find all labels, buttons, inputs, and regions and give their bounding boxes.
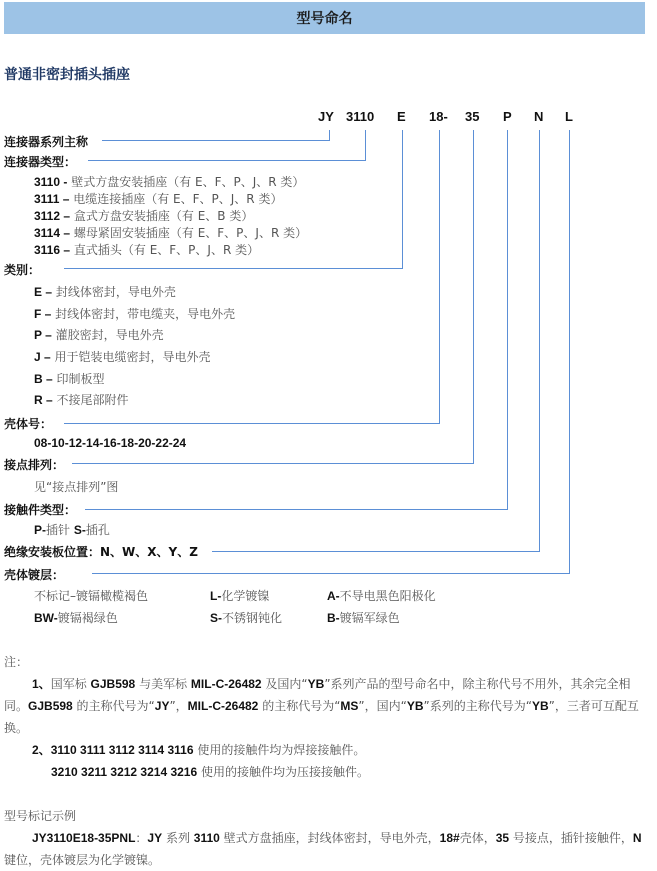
plating-item: S-不锈钢钝化	[210, 611, 283, 625]
shell-size-values: 08-10-12-14-16-18-20-22-24	[34, 436, 187, 450]
connector-line-insert-h	[212, 551, 540, 552]
label-insert-position: 绝缘安装板位置：N、W、X、Y、Z	[4, 545, 198, 559]
notes-label: 注：	[4, 655, 29, 669]
code-category: E	[397, 109, 406, 124]
plating-item: A-不导电黑色阳极化	[327, 589, 436, 603]
connector-line-arrangement-h	[72, 463, 474, 464]
code-plating: L	[565, 109, 573, 124]
contact-type-items: P-插针 S-插孔	[34, 523, 110, 537]
label-series: 连接器系列主称	[4, 135, 89, 149]
category-item: P – 灌胶密封，导电外壳	[34, 328, 164, 342]
connector-line-insert-v	[539, 130, 540, 552]
note-2-cont: 3210 3211 3212 3214 3216 使用的接触件均为压接接触件。	[51, 765, 369, 779]
label-plating: 壳体镀层：	[4, 568, 65, 582]
label-contact-type: 接触件类型：	[4, 503, 77, 517]
example-text: JY3110E18-35PNL：JY 系列 3110 壁式方盘插座，封线体密封，导电外壳，18#壳体，35 号接点，插针接触件，N键位，壳体镀层为化学镀镍。	[4, 831, 642, 867]
category-item: F – 封线体密封，带电缆夹，导电外壳	[34, 307, 236, 321]
note-1: 1、国军标 GJB598 与美军标 MIL-C-26482 及国内“YB”系列产品的型号命名中，除主称代号不用外，其余完全相同。GJB598 的主称代号为“JY”，MIL-C-26482 的主称代号为“MS”，国内“YB”系列的主称代号为“YB”，三者可互配互换。	[4, 677, 639, 735]
type-item: 3114 – 螺母紧固安装插座（有 E、F、P、J、R 类）	[34, 226, 308, 240]
connector-line-category-h	[64, 268, 403, 269]
label-shell-size: 壳体号：	[4, 417, 53, 431]
code-type: 3110	[346, 109, 375, 124]
code-shell-size: 18-	[429, 109, 448, 124]
connector-line-type-h	[88, 160, 366, 161]
connector-line-series-h	[102, 140, 330, 141]
section-subtitle: 普通非密封插头插座	[4, 67, 130, 83]
code-series: JY	[318, 109, 334, 124]
type-item: 3111 – 电缆连接插座（有 E、F、P、J、R 类）	[34, 192, 283, 206]
category-item: R – 不接尾部附件	[34, 393, 129, 407]
connector-line-arrangement-v	[473, 130, 474, 464]
connector-line-plating-h	[92, 573, 570, 574]
banner-title: 型号命名	[296, 11, 353, 27]
connector-line-shell-v	[439, 130, 440, 424]
connector-line-shell-h	[64, 423, 440, 424]
plating-item: L-化学镀镍	[210, 589, 270, 603]
plating-item: 不标记–镀镉橄榄褐色	[34, 589, 149, 603]
plating-item: BW-镀镉褐绿色	[34, 611, 118, 625]
category-item: E – 封线体密封，导电外壳	[34, 285, 176, 299]
type-item: 3112 – 盒式方盘安装插座（有 E、B 类）	[34, 209, 254, 223]
label-category: 类别：	[4, 263, 41, 277]
code-contact-type: P	[503, 109, 512, 124]
contact-arrangement-ref: 见“接点排列”图	[34, 480, 119, 494]
page-banner	[4, 2, 645, 34]
category-item: J – 用于铠装电缆密封，导电外壳	[34, 350, 211, 364]
example-label: 型号标记示例	[4, 809, 77, 823]
type-item: 3110 - 壁式方盘安装插座（有 E、F、P、J、R 类）	[34, 175, 305, 189]
connector-line-contact-type-h	[85, 509, 508, 510]
connector-line-type-v	[365, 130, 366, 161]
connector-line-contact-type-v	[507, 130, 508, 510]
plating-item: B-镀镉军绿色	[327, 611, 400, 625]
label-contact-arrangement: 接点排列：	[4, 458, 65, 472]
connector-line-plating-v	[569, 130, 570, 574]
category-item: B – 印制板型	[34, 372, 105, 386]
note-2: 2、3110 3111 3112 3114 3116 使用的接触件均为焊接接触件。	[32, 743, 366, 757]
label-connector-type: 连接器类型：	[4, 155, 77, 169]
code-insert-position: N	[534, 109, 544, 124]
connector-line-category-v	[402, 130, 403, 269]
type-item: 3116 – 直式插头（有 E、F、P、J、R 类）	[34, 243, 260, 257]
code-contact-arrangement: 35	[465, 109, 480, 124]
